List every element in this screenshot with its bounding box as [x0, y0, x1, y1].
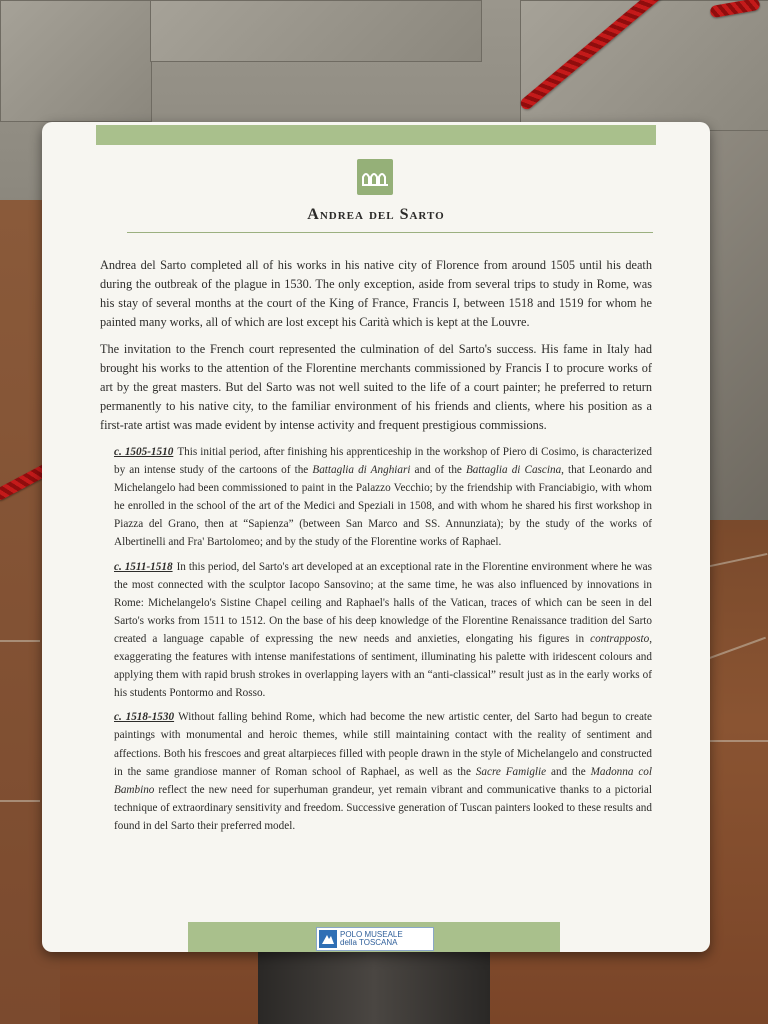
arches-logo-icon	[357, 159, 393, 195]
period-text: , exaggerating the features with intense manifestations of sentiment, illuminating his palette with iridescent colours and applying them with rapid brush strokes in overlapping layers with an “anti-classical” result just as in the early works of his students Pontormo and Rosso.	[114, 632, 652, 700]
period-date: c. 1511-1518	[114, 560, 173, 573]
period-paragraph	[114, 443, 652, 552]
period-text: Without falling behind Rome, which had become the new artistic center, del Sarto had begun to create paintings with monumental and heroic themes, while still maintaining contact with the reality of sentiment and affections. Both his frescoes and great altarpieces filled with people drawn in the style of Michelangelo and constructed in the same grandiose manner of Roman school of Raphael, as well as the	[114, 711, 652, 778]
information-placard	[42, 122, 710, 952]
intro-paragraph: The invitation to the French court represented the culmination of del Sarto's success. His fame in Italy had brought his works to the attention of the Florentine merchants commissioned by Francis I to procure works of art by the great masters. But del Sarto was not well suited to the life of a court painter; he preferred to return permanently to his native city, to the familiar environment of his friends and clients, where his position as a first-rate artist was made evident by intense activity and frequent prestigious commissions.	[100, 342, 652, 432]
stone-block	[0, 0, 152, 122]
period-date: c. 1518-1530	[114, 711, 175, 724]
museum-name-line-2: della TOSCANA	[340, 938, 398, 947]
artwork-title: Battaglia di Cascina	[465, 464, 562, 477]
period-date: c. 1505-1510	[114, 446, 174, 458]
artwork-title: Battaglia di Anghiari	[312, 464, 411, 477]
period-text: and of the	[410, 464, 466, 477]
stone-block	[520, 0, 768, 132]
intro-paragraph: Andrea del Sarto completed all of his works in his native city of Florence from around 1505 until his death during the outbreak of the plague in 1530. The only exception, aside from several trips to study in Rome, was his stay of several months at the court of the King of France, Francis I, between 1518 and 1519 for whom he painted many works, all of which are lost except his Carità which is kept at the Louvre.	[100, 258, 652, 329]
floor-grout	[0, 800, 40, 802]
period-text: In this period, del Sarto's art developed at an exceptional rate in the Florentine environment where he was the most connected with the sculptor Iacopo Sansovino; at the same time, he was also influenced by innovations in Rome: Michelangelo's Sistine Chapel ceiling and Raphael's halls of the Vatican, traces of which can be seen in del Sarto's works from 1511 to 1512. On the base of his deep knowledge of the Florentine Renaissance tradition del Sarto created a language capable of expressing the new needs and anxieties, elongating his figures in	[114, 560, 652, 645]
placard-body	[100, 256, 652, 841]
floor-grout	[0, 640, 40, 642]
museum-name-line-1: POLO MUSEALE	[340, 929, 403, 939]
artwork-title: Sacre Famiglie	[475, 765, 547, 778]
period-text: and the	[546, 765, 591, 778]
museum-name	[340, 931, 403, 948]
top-green-band	[96, 125, 656, 145]
period-paragraph	[114, 558, 652, 703]
stone-pillar	[700, 130, 768, 552]
period-paragraph	[114, 708, 652, 835]
polo-museale-logo	[316, 927, 434, 951]
bottom-green-band	[188, 922, 560, 952]
polo-museale-icon	[319, 930, 337, 948]
placard-stand	[258, 950, 490, 1024]
placard-title: Andrea del Sarto	[307, 206, 445, 223]
artwork-title: Madonna col Bambino	[114, 765, 652, 796]
period-text: reflect the new need for superhuman grandeur, yet remain vibrant and communicative thanks to a pictorial technique of extraordinary sensitivity and freedom. Successive generation of Tuscan painters looked to these results and found in del Sarto their preferred model.	[114, 783, 652, 832]
stone-block	[150, 0, 482, 62]
period-text: , that Leonardo and Michelangelo had been commissioned to paint in the Palazzo Vecchio; by the friendship with Franciabigio, with whom he enrolled in the school of the art of the Medici and Speziali in 1508, and with whom he shared his first workshop in Piazza del Grano, then at “Sapienza” (between San Marco and SS. Annunziata); by the study of the works of Albertinelli and Fra' Bartolomeo; and by the study of the Florentine works of Raphael.	[114, 464, 653, 549]
technique-term: contrapposto	[590, 632, 650, 645]
period-text: This initial period, after finishing his apprenticeship in the workshop of Piero di Cosimo, is characterized by an intense study of the cartoons of the	[114, 446, 652, 477]
title-divider	[127, 232, 653, 233]
